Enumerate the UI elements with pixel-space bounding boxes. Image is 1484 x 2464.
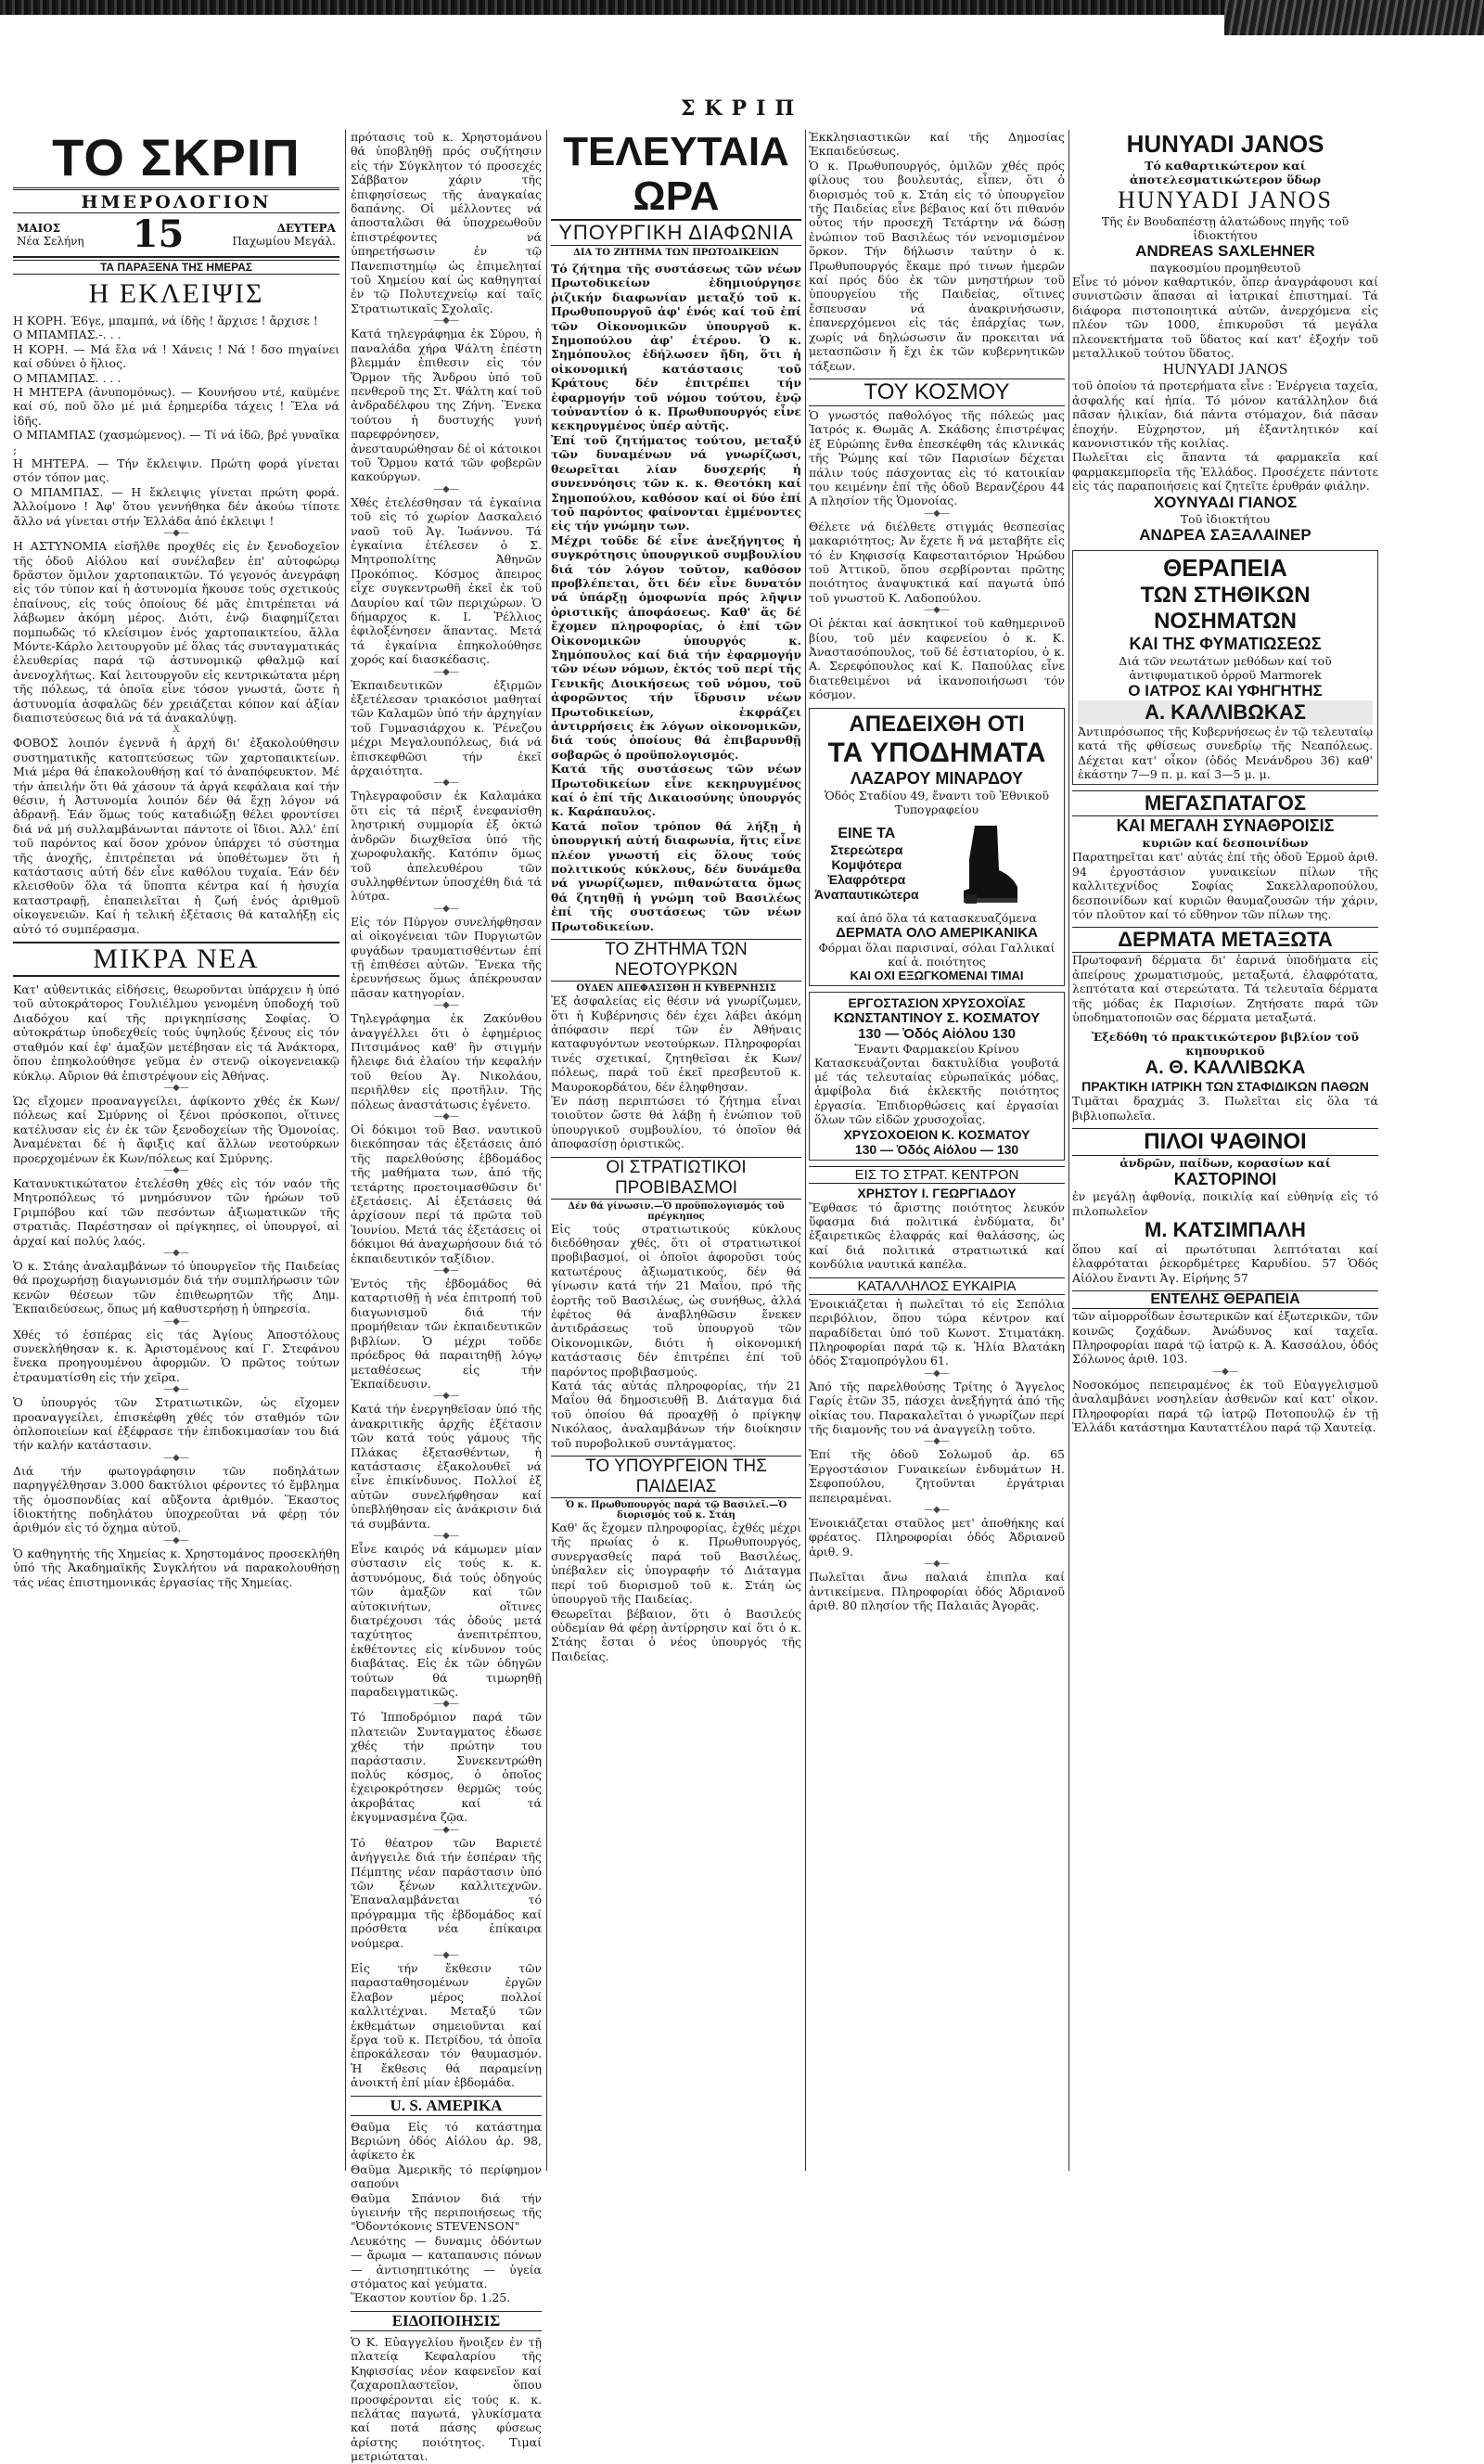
date-saint: Παχωμίου Μεγάλ. bbox=[232, 235, 336, 248]
column-rule bbox=[546, 130, 547, 2171]
news-item: Εἰς τόν Πύργον συνελήφθησαν αἱ οἰκογένειαι τῶν Πυργιωτῶν φυγάδων τραυματισθέντων ἐπί τῇ ἐπιθέσει αὐτῶν. Ἕνεκα τῆς ἐρευνήσεως ὅμως ἀπέκρουσαν πᾶσαν κατηγορίαν. bbox=[351, 914, 542, 1000]
subheadline-cabinet-dispute: ΥΠΟΥΡΓΙΚΗ ΔΙΑΦΩΝΙΑ bbox=[551, 221, 801, 246]
separator: —◆— bbox=[433, 666, 459, 677]
date-day-number: 15 bbox=[132, 212, 185, 256]
ad-jeweller-tail-address: 130 — Ὁδός Αἰόλου — 130 bbox=[854, 1141, 1019, 1157]
dialogue-line: Η ΜΗΤΕΡΑ. — Τήν ἔκλειψιν. Πρώτη φορά γίνεται στόν τόπον μας. bbox=[13, 456, 339, 485]
article-police: Η ΑΣΤΥΝΟΜΙΑ εἰσῆλθε προχθές εἰς ἐν ξενοδοχεῖον τῆς ὁδοῦ Αἰόλου καί συνέλαβεν ἐπ' αὐτοφώρῳ δρᾶστον ὅμιλον χαρτοπαικτῶν. Τό γεγονός ἀνεγράφη εἰς τόν τύπον καί ἡ ἀστυνομία ἤκουσε τούς σχετικούς ἐπαίνους, εἰς τούς ὁποίους δέ μᾶς ἐπιτρέπεται νά λάβωμεν ἀκόμη μέρος. Διότι, ἐνῷ διαφημίζεται πομπωδῶς τό κλείσιμον ἑνός χαρτοπαικτείου, ἄλλα Μόντε-Κάρλο λειτουργοῦν μέ ὅλας τάς συνταγματικάς ἐλευθερίας παρά τῷ ἀστυνομικῷ φθαλμῷ καί ἀνενοχλήτως. Καί λειτουργοῦν εἰς κεντρικώτατα μέρη τῆς πόλεως, τά ὁποῖα εἶνε τόσον γνωστά, ὥστε ἡ ἀστυνομία ἀσφαλῶς δέν χρειάζεται κόπον καί ἀξίαν διαπιστεύσεως διά νά τά ἀνακαλύψῃ. bbox=[13, 539, 339, 725]
society-item: Οἱ ῥέκται καί ἀσκητικοί τοῦ καθημερινοῦ βίου, τοῦ μέν καφενείου ὁ κ. Κ. Ἀναστασόπουλος, τοῦ δέ ἑστιατορίου, ὁ κ. Α. Σερεφόπουλος καί Κ. Παπούλας εἶνε διατεθειμένοι νά ἱκανοποιήσωσι τόν κόσμον. bbox=[809, 616, 1065, 702]
ad-therapy-title-2: ΤΩΝ ΣΤΗΘΙΚΩΝ ΝΟΣΗΜΑΤΩΝ bbox=[1140, 582, 1311, 634]
news-item: Ὁ ὑπουργός τῶν Στρατιωτικῶν, ὡς εἴχομεν προαναγγείλει, ἐπισκέφθη χθές τόν σταθμόν τῶν ὁπλοποιείων καί ἐξέφρασε τήν ἐπιδοκιμασίαν του διά τήν καλήν κατάστασιν. bbox=[13, 1395, 339, 1453]
ad-silk-text: Πρωτοφανῆ δέρματα δι' ἐαρινά ὑποδήματα εἰς ἀπείρους χρωματισμούς, μεταξωτά, ἐλαφρότατα, λεπτότατα καί στερεώτατα. Τά τελευταῖα δέρματα τῆς μόδας ἐκ Παρισίων. Ζητήσατε παρά τῶν ὑποδηματοποιῶν σας δέρματα μεταξωτά. bbox=[1072, 953, 1378, 1024]
separator: —◆— bbox=[433, 1530, 459, 1541]
ad-straw-hats-name: Μ. ΚΑΤΣΙΜΠΑΛΗ bbox=[1145, 1218, 1306, 1241]
date-weekday: ΔΕΥΤΕΡΑ bbox=[276, 222, 336, 235]
boot-icon bbox=[956, 822, 1021, 905]
ad-hunyadi-sub: Τό καθαρτικώτερον καί ἀποτελεσματικώτερον ὕδωρ bbox=[1129, 159, 1322, 186]
ad-shoes-maker: ΛΑΖΑΡΟΥ ΜΙΝΑΡΔΟΥ bbox=[850, 768, 1024, 788]
ad-title-us-america: U. S. ΑΜΕΡΙΚΑ bbox=[351, 2096, 542, 2116]
article-text: Ἐξ ἀσφαλείας εἰς θέσιν νά γνωρίζωμεν, ὅτι ἡ Κυβέρνησις δέν ἐχει λάβει ἀκόμη ἀπόφασιν περί τῶν ἐν Ἀθήναις καταφυγόντων νεοτούρκων. Πληροφορίαι τινές σχετικαί, ζητηθεῖσαι ἐκ Κων/πόλεως, παρά τοῦ ἐκεῖ πρεσβευτοῦ κ. Μαυροκορδάτου, δέν ἐληφθησαν. bbox=[551, 994, 801, 1094]
classified-item: Ἐνοικιάζεται σταῦλος μετ' ἀποθήκης καί φρέατος. Πληροφορίαι ὁδός Ἀδριανοῦ ἀριθ. 9. bbox=[809, 1515, 1065, 1559]
ad-shoes-address: Ὁδός Σταδίου 49, ἔναντι τοῦ Ἐθνικοῦ Τυπογραφείου bbox=[824, 788, 1050, 816]
article-text: Τό ζήτημα τῆς συστάσεως τῶν νέων Πρωτοδικείων ἐδημιούργησε ῥιζικήν διαφωνίαν μεταξύ τοῦ κ. Πρωθυπουργοῦ ἀφ' ἑνός καί τοῦ ἐπί τῶν Οἰκονομικῶν ὑπουργοῦ κ. Σημοπούλου ἀφ' ἑτέρου. Ὁ κ. Σημόπουλος ἐδήλωσεν ἤδη, ὅτι ἡ οἰκονομική κατάστασις τοῦ Κράτους δέν ἐπιτρέπει τήν ἐφαρμογήν τοῦ νόμου τούτου, ἐνῷ τοὐναντίον ὁ κ. Πρωθυπουργός εἶνε κεκηρυγμένος ὑπέρ αὐτῆς. bbox=[551, 262, 801, 433]
ad-opportunity-title: ΚΑΤΑΛΛΗΛΟΣ ΕΥΚΑΙΡΙΑ bbox=[809, 1277, 1065, 1295]
ad-jeweller-address: 130 — Ὁδός Αἰόλου 130 bbox=[858, 1025, 1016, 1042]
ad-therapy-sub: Διά τῶν νεωτάτων μεθόδων καί τοῦ ἀντιφυματικοῦ ὀρροῦ Marmorek bbox=[1119, 653, 1332, 682]
article-text: Καθ' ἅς ἔχομεν πληροφορίας, ἐχθές μέχρι τῆς πρωίας ὁ κ. Πρωθυπουργός, συνεργασθείς παρά τοῦ Βασιλέως, ὑπέβαλεν εἰς ὑπογραφήν τό Διάταγμα περί τοῦ διορισμοῦ τοῦ κ. Στάη ὡς ὑπουργοῦ τῆς Παιδείας. bbox=[551, 1521, 801, 1607]
separator: —◆— bbox=[163, 1247, 189, 1258]
ad-hunyadi-repr: ΧΟΥΝΥΑΔΙ ΓΙΑΝΟΣ bbox=[1153, 493, 1298, 511]
classified-item: Πωλεῖται ἄνω παλαιά ἐπιπλα καί ἀντικείμενα. Πληροφορίαι ὁδός Ἀδριανοῦ ἀριθ. 80 πλησίον τῆς Παλαιᾶς Ἀγορᾶς. bbox=[809, 1570, 1065, 1612]
news-item: Τηλεγραφοῦσιν ἐκ Καλαμάκα ὅτι εἰς τά πέριξ ἐνεφανίσθη ληστρική συμμορία ἐξ ὀκτώ ἀνδρῶν διωχθεῖσα ὑπό τῆς χωροφυλακῆς. Κατόπιν ὅμως τοῦ ἀπελευθέρου τῶν συλληφθέντων ὑποσχέθη διά τά λύτρα. bbox=[351, 789, 542, 904]
ad-therapy-doctor-name: Α. ΚΑΛΛΙΒΩΚΑΣ bbox=[1078, 700, 1373, 725]
news-item: Εἰς τήν ἔκθεσιν τῶν παρασταθησομένων ἐργῶν ἔλαβον μέρος πολλοί καλλιτέχναι. Μεταξύ τῶν ἐκθεμάτων σημειοῦνται καί ἔργα τοῦ κ. Πετρίδου, τά ὁποῖα ἐπροκάλεσαν τόν θαυμασμόν. Ἡ ἔκθεσις θά παραμείνῃ ἀνοικτή ἐπί μίαν ἑβδομάδα. bbox=[351, 1960, 542, 2090]
ad-shoes-leather: ΔΕΡΜΑΤΑ ΟΛΟ ΑΜΕΡΙΚΑΝΙΚΑ bbox=[836, 924, 1038, 941]
ad-hunyadi-owner-sub: παγκοσμίου προμηθευτοῦ bbox=[1149, 261, 1301, 275]
ad-hunyadi-title: HUNYADI JANOS bbox=[1126, 130, 1324, 158]
separator: —◆— bbox=[924, 507, 950, 519]
ad-tailor-title: ΕΙΣ ΤΟ ΣΤΡΑΤ. ΚΕΝΤΡΟΝ bbox=[809, 1166, 1065, 1184]
ad-shoes-tail: καί ἀπό ὅλα τά κατασκευαζόμενα bbox=[837, 910, 1037, 925]
news-item: Διά τήν φωτογράφησιν τῶν ποδηλάτων παρηγγέλθησαν 3.000 δακτύλιοι φέροντες τό ἔμβλημα τῆς ὁμοσπονδίας καί αὔξοντα ἀριθμόν. Ἕκαστος ἰδιοκτήτης ποδηλάτου ὑποχρεοῦται νά φέρῃ τόν ἀριθμόν εἰς τό ὄχημα αὐτοῦ. bbox=[13, 1463, 339, 1535]
column-5 bbox=[1072, 130, 1378, 2171]
news-item: Κατανυκτικώτατον ἐτελέσθη χθές εἰς τόν ναόν τῆς Μητροπόλεως τό μνημόσυνον τῶν ἡρώων τοῦ Γριμπόβου καί τῶν πεσόντων ἀξιωματικῶν τῆς στρατιᾶς. Παρέστησαν οἱ πρίγκηπες, οἱ ὑπουργοί, αἱ ἀρχαί καί πολύς λαός. bbox=[13, 1175, 339, 1248]
article-text: Κατά τάς αὐτάς πληροφορίας, τήν 21 Μαΐου θά δημοσιευθῇ Β. Διάταγμα διά τοῦ ὁποίου θά προαχθῇ ὁ πρίγκηψ Νικόλαος, ἀναλαμβάνων τήν διοίκησιν τοῦ πυροβολικοῦ συντάγματος. bbox=[551, 1379, 801, 1450]
dialogue-line: Ο ΜΠΑΜΠΑΣ.-. . . bbox=[13, 327, 122, 342]
masthead-rule bbox=[13, 187, 339, 190]
section-label: ΤΑ ΠΑΡΑΞΕΝΑ ΤΗΣ ΗΜΕΡΑΣ bbox=[13, 260, 339, 275]
ad-jeweller-address-sub: Ἔναντι Φαρμακείου Κρίνου bbox=[854, 1041, 1019, 1056]
ad-tailor-text: Ἔφθασε τό ἄριστης ποιότητος λευκόν ὕφασμα διά πολιτικά ἐνδύματα, δι' ἐξαιρετικῶς ἐλαφράς καί θαλάσσης, ὡς καί διά πολιτικά στρατιωτικά καί κονδύλια ναυτικά καπέλα. bbox=[809, 1200, 1065, 1272]
ad-line: Λευκότης — δυναμις ὀδόντων — ἄρωμα — καταπαυσις πόνων — ἀντισηπτικότης — ὑγεία στόματος καί γεύματα. bbox=[351, 2233, 542, 2291]
separator: —◆— bbox=[1212, 1366, 1238, 1377]
classified-item: Ἀπό τῆς παρελθούσης Τρίτης ὁ Ἄγγελος Γαρίς ἐτῶν 35, πάσχει ἀνεξήγητά ἀπό τῆς οἰκίας του. Παρακαλεῖται ὁ γνωρίζων περί τῆς διαμονῆς του νά ἀναγγείλῃ τοῦτο. bbox=[809, 1379, 1065, 1436]
ad-jeweller-name: ΚΩΝΣΤΑΝΤΙΝΟΥ Σ. ΚΟΣΜΑΤΟΥ bbox=[833, 1009, 1041, 1026]
article-text: Ἐκκλησιαστικῶν καί τῆς Δημοσίας Ἐκπαιδεύσεως. bbox=[809, 130, 1065, 159]
masthead-title: ΤΟ ΣΚΡΙΠ bbox=[52, 128, 301, 186]
separator: —◆— bbox=[163, 1452, 189, 1463]
society-item: Θέλετε νά διέλθετε στιγμάς θεσπεσίας μακαριότητος; Ἀν ἔχετε ἤ νά μεταβῆτε εἰς τό ἐν Κηφισσίᾳ Καφεσταιτόριον Ἡρώδου τοῦ Ἀττικοῦ, ὅπου σερβίρονται πρῶτης ποιότητος ἀναψυκτικά καί παγωτά ὑπό τοῦ γνωστοῦ Κ. Λαδοπούλου. bbox=[809, 519, 1065, 605]
article-text: Εἰς τούς στρατιωτικούς κύκλους διεδόθησαν χθές, ὅτι οἱ στρατιωτικοί προβιβασμοί, οἱ ὁποῖοι ἀφοροῦσι τούς κατωτέρους ἀξιωματικούς, δέν θά γίνωσιν κατά τήν 21 Μαΐου, πρό τῆς ἑορτῆς τοῦ Βασιλέως, ὡς συνήθως, ἀλλά ἐφέτος θά ἀναβληθῶσιν ἕνεκεν ἀντιδράσεως τοῦ ὑπουργοῦ τῶν Οἰκονομικῶν, διότι ἡ οἰκονομική κατάστασις δέν ἐπιτρέπει ἐπί τοῦ παρόντος προβιβασμούς. bbox=[551, 1221, 801, 1379]
separator: —◆— bbox=[924, 1559, 950, 1570]
deck-young-turks: ΟΥΔΕΝ ΑΠΕΦΑΣΙΣΘΗ Η ΚΥΒΕΡΝΗΣΙΣ bbox=[576, 983, 776, 995]
ad-shoes-title: ΑΠΕΔΕΙΧΘΗ ΟΤΙ bbox=[849, 711, 1025, 737]
news-item: Ὡς εἴχομεν προαναγγείλει, ἀφίκοντο χθές ἐκ Κων/πόλεως καί Σμύρνης οἱ ξένοι πρόσκοποι, οἵτινες κατέλυσαν εἰς ἐν ἐκ τῶν ξενοδοχείων τῆς Ὁμονοίας. Ἀναμένεται δέ ἡ ἄφιξις καί ἄλλων νεοτούρκων προερχομένων ἐκ Κων/πόλεως καί Σμύρνης. bbox=[13, 1093, 339, 1165]
news-item: Τό θέατρον τῶν Βαριετέ ἀνήγγειλε διά τήν ἑσπέραν τῆς Πέμπτης νέαν παράστασιν ὑπό τῶν ξένων καλλιτεχνῶν. Ἐπαναλαμβάνεται τό πρόγραμμα τῆς ἑβδομάδος καί πρόσθετα νέα ἐπίκαιρα νούμερα. bbox=[351, 1835, 542, 1950]
separator: —◆— bbox=[924, 605, 950, 616]
headline-promotions: ΟΙ ΣΤΡΑΤΙΩΤΙΚΟΙ ΠΡΟΒΙΒΑΣΜΟΙ bbox=[551, 1157, 801, 1200]
article-text: Θεωρεῖται βέβαιον, ὅτι ὁ Βασιλεύς οὐδεμίαν θά φέρῃ ἀντίρρησιν καί ὅτι ὁ κ. Στάης ἔσται ὁ νέος ὑπουργός τῆς Παιδείας. bbox=[551, 1606, 801, 1663]
news-item: Ὁ καθηγητής τῆς Χημείας κ. Χρηστομάνος προσεκλήθη ὑπό τῆς Ἀκαδημαϊκῆς Συγκλήτου νά παρακολουθήσῃ τάς νέας ἐπιστημονικάς ἐργασίας τῆς Χημείας. bbox=[13, 1546, 339, 1589]
ad-shoes-leather-sub: Φόρμαι ὅλαι παρισιναί, σόλαι Γαλλικαί καί ἀ. ποιότητος bbox=[818, 940, 1055, 969]
ad-shoes-prices: ΚΑΙ ΟΧΙ ΕΞΩΓΚΟΜΕΝΑΙ ΤΙΜΑΙ bbox=[850, 968, 1024, 982]
deck-promotions: Δέν θά γίνωσιν.—Ὁ προϋπολογισμός τοῦ πρέγκηπος bbox=[568, 1200, 785, 1222]
dialogue-line: Ο ΜΠΑΜΠΑΣ. . . . bbox=[13, 370, 122, 385]
article-text: Κατά τῆς συστάσεως τῶν νέων Πρωτοδικείων εἶνε κεκηρυγμένος καί ὁ ἐπί τῆς Δικαιοσύνης ὑπουργός κ. Καράπαυλος. bbox=[551, 762, 801, 819]
separator: —◆— bbox=[433, 1699, 459, 1710]
column-rule bbox=[1068, 130, 1069, 2171]
dialogue-line: Η ΚΟΡΗ. Έ6γε, μπαμπά, νά ίδῆς ! ἄρχισε ! ἄρχισε ! bbox=[13, 314, 318, 327]
news-item: πρότασις τοῦ κ. Χρηστομάνου θά ὑποβληθῇ πρός συζήτησιν εἰς τήν Σύγκλητον τό προσεχές Σάββατον χάριν τῆς ἐπιφησίσεως τῆς ἀναγκαίας δαπάνης. Οἱ μέλλοντες νά ἀποσταλῶσι θά ὑποχρεωθοῦν ἐπιστρέφοντες νά ὑπηρετήσωσιν ἐν τῷ Πανεπιστημίῳ ὡς ἐπιμεληταί τοῦ Χημείου καί ὡς καθηγηταί ἐν τῷ Πολυτεχνείῳ καί ταῖς Στρατιωτικαῖς Σχολαῖς. bbox=[351, 130, 542, 315]
headline-young-turks: ΤΟ ΖΗΤΗΜΑ ΤΩΝ ΝΕΟΤΟΥΡΚΩΝ bbox=[551, 939, 801, 982]
dialogue-line: Η ΜΗΤΕΡΑ (ἀνυπομόνως). — Κουνήσου ντέ, καϋμένε καί σύ, ποῦ ὅλο μέ μιά ἐρημερίδα τάχεις ! Ἔλα νά ἰδῆς. bbox=[13, 385, 339, 428]
date-box bbox=[13, 212, 339, 258]
ad-book-author: Α. Θ. ΚΑΛΛΙΒΩΚΑ bbox=[1145, 1058, 1306, 1079]
ad-hats-title-2: ΚΑΙ ΜΕΓΑΛΗ ΣΥΝΑΘΡΟΙΣΙΣ bbox=[1116, 816, 1335, 836]
news-item: Ὁ κ. Στάης ἀναλαμβάνων τό ὑπουργεῖον τῆς Παιδείας θά προχωρήσῃ διαγωνισμόν διά τήν συμπλήρωσιν τῶν κενῶν θέσεων τῶν ἐπιθεωρητῶν τῆς Δημ. Ἐκπαιδεύσεως, ὅπως μή καθυστερήσῃ ἡ ὑπηρεσία. bbox=[13, 1258, 339, 1316]
article-title-eclipse: Η ΕΚΛΕΙΨΙΣ bbox=[88, 278, 264, 309]
column-2 bbox=[351, 130, 542, 2464]
running-title: ΣΚΡΙΠ bbox=[680, 96, 804, 121]
separator: —◆— bbox=[924, 1504, 950, 1515]
separator: —◆— bbox=[924, 1367, 950, 1379]
quality-item: Ἀναπαυτικώτερα bbox=[814, 886, 919, 902]
news-item: Χθές τό ἑσπέρας εἰς τάς Ἀγίους Ἀποστόλους συνεκλήθησαν κ. κ. Ἀριστομένους καί Γ. Στεφάνου ἕνεκα προηγουμένου ἀφορμῶν. Ὁ πρῶτος τούτων ἐτραυματίσθη εἰς τήν χεῖρα. bbox=[13, 1327, 339, 1384]
scan-corner-shadow bbox=[1224, 0, 1484, 35]
ad-hats-text: Παρατηρεῖται κατ' αὐτάς ἐπί τῆς ὁδοῦ Ἑρμοῦ ἀριθ. 94 ἐργοστάσιον γυναικείων πίλων τῆς καλλιτεχνίδος Σοφίας Σακελλαροπούλου, δεσποινίδων καί κυριῶν θαυμαζουσῶν τήν χάριν, τόν πλοῦτον καί τό εὔθηνον τῶν πίλων της. bbox=[1072, 850, 1378, 921]
ad-straw-hats-text: ἐν μεγάλῃ ἀφθονίᾳ, ποικιλίᾳ καί εὐθηνίᾳ εἰς τό πιλοπωλεῖον bbox=[1072, 1189, 1378, 1218]
ad-therapy-title: ΘΕΡΑΠΕΙΑ bbox=[1163, 553, 1287, 582]
ad-therapy-title-3: ΚΑΙ ΤΗΣ ΦΥΜΑΤΙΩΣΕΩΣ bbox=[1129, 634, 1322, 653]
ad-book-name: ΠΡΑΚΤΙΚΗ ΙΑΤΡΙΚΗ ΤΩΝ ΣΤΑΦΙΔΙΚΩΝ ΠΑΘΩΝ bbox=[1081, 1079, 1369, 1095]
separator: —◆— bbox=[924, 1436, 950, 1447]
article-text: Ὁ κ. Πρωθυπουργός, ὁμιλῶν χθές πρός φίλους του βουλευτάς, εἶπεν, ὅτι ὁ διορισμός τοῦ κ. Στάη εἰς τό ὑπουργεῖον τῆς Παιδείας εἶνε βέβαιος καί ὅτι πιθανόν οὗτος τήν προσεχῆ Τετάρτην νά δώσῃ ἐνώπιον τοῦ Βασιλέως τόν νενομισμένον ὅρκον. Τήν δήλωσιν ταύτην ὁ κ. Πρωθυπουργός ἔκαμε πρό τινων ἡμερῶν καί πρός δύο ἐκ τῶν μνηστήρων τοῦ ὑπουργείου τῆς Παιδείας, οἵτινες ἔσπευσαν νά ἀνακρινήσωσιν, ἐπανερχόμενοι εἰς τάς ἐπάρχίας των, χωρίς νά δηλώσωσιν ἄν προκειται νά μετασπῶσιν ἤ ἔχι ἐκ τῶν κυβερνητικῶν τάξεων. bbox=[809, 158, 1065, 373]
separator: —◆— bbox=[433, 483, 459, 494]
column-rule bbox=[345, 130, 346, 2171]
article-text: Ἐν πάσῃ περιπτώσει τό ζήτημα εἶναι τοιοῦτον ὥστε θά λάβῃ ἡ ἐνώπιον τοῦ ὑπουργικοῦ συμβουλίου, τό ὁποῖον θά ἀποφασίσῃ ὁριστικῶς. bbox=[551, 1093, 801, 1151]
separator: —◆— bbox=[433, 1000, 459, 1011]
ad-hunyadi-sub-2: Τῆς ἐν Βουδαπέστῃ ἁλατώδους πηγῆς τοῦ ἰδιοκτήτου bbox=[1101, 214, 1350, 242]
ad-straw-hats-title: ΠΙΛΟΙ ΨΑΘΙΝΟΙ bbox=[1072, 1128, 1378, 1156]
ad-shoes-eine: ΕΙΝΕ ΤΑ bbox=[838, 825, 896, 841]
ad-hunyadi-repr-sub: Τοῦ ἰδιοκτήτου bbox=[1180, 511, 1271, 526]
ad-jeweller-text: Κατασκευάζονται δακτυλίδια γουβοτά μέ τάς τελευταίας εὐρωπαϊκάς μόδας, ἁμφίβολα διά ἐκλεκτῆς ποιότητος ἐργασία. Ἐπιδιορθώσεις καί ἐργασίαι ὅλων τῶν εἰδῶν χρυσοχοΐας. bbox=[814, 1055, 1059, 1127]
quality-item: Στερεώτερα bbox=[830, 841, 903, 857]
news-item: Κατά τήν ἐνεργηθεῖσαν ὑπό τῆς ἀνακριτικῆς ἀρχῆς ἐξέτασιν τῶν κατά τούς γάμους τῆς Πλάκας ἐξετασθέντων, ἡ κατάστασις ἐξακολουθεῖ νά εἶνε ἐπικίνδυνος. Πολλοί ἐξ αὐτῶν συνελήφθησαν καί ὑπεβλήθησαν εἰς ἀνάκρισιν διά τά συμβάντα. bbox=[351, 1402, 542, 1531]
ad-hats-title: ΜΕΓΑΣΠΑΤΑΓΟΣ bbox=[1072, 790, 1378, 816]
article-fobos: ΦΟΒΟΣ λοιπόν ἐγεννᾶ ἡ ἀρχή δι' ἐξακολούθησιν συστηματικῆς κατοπτεύσεως τῶν χαρτοπαικτείων. Μιά μέρα θά ἐπακολουθήσῃ καί τό ἀναπόφευκτον. Μέ τήν ἀπειλήν ὅτι θά χάσουν τά ἀργά κεφάλαια καί τήν θέσιν, ἡ Ἀστυνομία λοιπόν δέν θά ἔχῃ λόγον νά ἀδρανῇ. Ἐάν ὅμως τούς καταδιώξῃ θέλει φροντίσει διά νά μή συλλαμβάνωνται πάντοτε οἱ ἴδιοι. Ἀλλ' ἐπί τοῦ παρόντος καί ὅσον χρόνον ὑπάρχει τό σύστημα τῆς ἀνοχῆς, ἐπιτρέπεται νά ὑποθέτωμεν ὅτι ἡ κατάστασις αὐτή δέν εἶνε καθόλου τυχαία. Ἐάν δέν κλεισθοῦν ὅλα τά ὕποπτα κέντρα καί ἡ ἡσυχία καταστραφῇ, ἐπαπειλεῖται ἡ ζωή ἑνός ἀριθμοῦ οἰκογενειῶν. Καί ἡ τελική ἐξέτασις θά καταλήξῃ εἰς αὐτό τό συμπέρασμα. bbox=[13, 736, 339, 936]
ad-hunyadi-text-2: τοῦ ὁποίου τά προτερήματα εἶνε : Ἐνέργεια ταχεῖα, ἀσφαλής καί ἠπία. Τό μόνον κατάλληλον διά πᾶσαν ἡλικίαν, διά πάντα στόμαχον, διά πᾶσαν ἐποχήν. Εὐχρηστον, μή ἐξαντλητικόν καί κανονιστικόν τῆς κοιλίας. bbox=[1072, 379, 1378, 451]
separator: —◆— bbox=[433, 1391, 459, 1402]
news-item: Ἐντός τῆς ἑβδομάδος θά καταρτισθῇ ἡ νέα ἐπιτροπή τοῦ διαγωνισμοῦ διά τήν προμήθειαν τῶν ἐκπαιδευτικῶν βιβλίων. Ὁ μέχρι τοῦδε πρόεδρος θά παραιτηθῇ λόγῳ μεταθέσεως εἰς τήν Ἐκπαίδευσιν. bbox=[351, 1277, 542, 1391]
ad-hunyadi-text-3: Πωλεῖται εἰς ἅπαντα τά φαρμακεῖα καί φαρμακεμπορεῖα τῆς Ἑλλάδος. Προσέχετε πάντοτε εἰς τάς παραποιήσεις καί ζητεῖτε ἐρυθράν φιάλην. bbox=[1072, 450, 1378, 494]
ad-tailor-name: ΧΡΗΣΤΟΥ Ι. ΓΕΩΡΓΙΑΔΟΥ bbox=[857, 1185, 1017, 1200]
classified-item: Ἐπί τῆς ὁδοῦ Σολωμοῦ ἀρ. 65 Ἐργοστάσιον Γυναικείων ἐνδυμάτων Η. Σεφοπούλου, ζητοῦνται ἐργάτριαι πεπειραμέναι. bbox=[809, 1447, 1065, 1505]
column-rule bbox=[805, 130, 806, 2171]
notice-title: ΕΙΔΟΠΟΙΗΣΙΣ bbox=[351, 2311, 542, 2331]
dialogue-line: Ο ΜΠΑΜΠΑΣ (χασμώμενος). — Τί νά ἰδῶ, βρέ γυναῖκα ; bbox=[13, 428, 339, 456]
ad-jeweller-title: ΕΡΓΟΣΤΑΣΙΟΝ ΧΡΥΣΟΧΟΪΑΣ bbox=[848, 995, 1026, 1010]
article-text: Ἐπί τοῦ ζητήματος τούτου, μεταξύ τῶν δυναμένων νά γνωρίζωσι, θεωρεῖται λίαν δυσχερής ἡ συνεννόησις τῶν κ. κ. Θεοτόκη καί Σημοπούλου, καθόσον καί οἱ δύο ἐπί τοῦ παρόντος φαίνονται ἐμμένοντες εἰς τήν γνώμην των. bbox=[551, 432, 801, 533]
separator: —◆— bbox=[433, 777, 459, 789]
ad-book-title: Ἐξεδόθη τό πρακτικώτερον βιβλίον τοῦ κηπουρικοῦ bbox=[1091, 1030, 1360, 1059]
deck-education-ministry: Ὁ κ. Πρωθυπουργός παρά τῷ Βασιλεῖ.—Ὁ διορισμός τοῦ κ. Στάη bbox=[565, 1500, 787, 1521]
date-month: ΜΑΙΟΣ bbox=[17, 222, 61, 235]
separator: —◆— bbox=[433, 1111, 459, 1122]
separator: —◆— bbox=[163, 1164, 189, 1175]
separator: —◆— bbox=[163, 528, 189, 539]
separator: —◆— bbox=[163, 1384, 189, 1395]
news-item: Ἐκπαιδευτικῶν ἐξιρμῶν ἐξετέλεσαν τριακόσιοι μαθηταί τῶν Καλαμῶν ὑπό τήν ἀρχηγίαν τοῦ Γυμνασιάρχου κ. Ῥένεζου μέχρι Μεγαλουπόλεως, διά νά ἐπισκεφθῶσι τήν ἐκεῖ ἀρχαιότητα. bbox=[351, 677, 542, 778]
column-4 bbox=[809, 130, 1065, 2171]
ad-hunyadi-title-2: HUNYADI JANOS bbox=[1118, 186, 1333, 213]
ad-therapy-text: Ἀντιπρόσωπος τῆς Κυβερνήσεως ἐν τῷ τελευταίῳ κατά τῆς φθίσεως συνεδρίῳ τῆς Νεαπόλεως. Δέχεται κατ' οἶκον (ὁδός Μενάνδρου 36) καθ' ἑκάστην 7—9 π. μ. καί 3—5 μ. μ. bbox=[1078, 724, 1373, 781]
date-left bbox=[17, 222, 84, 248]
separator-mark: X bbox=[173, 725, 180, 736]
separator: —◆— bbox=[433, 903, 459, 914]
column-1 bbox=[13, 130, 339, 2171]
classified-item: Ἐνοικιάζεται ἡ πωλεῖται τό εἰς Σεπόλια περιβόλιον, ὅπου τώρα κέντρον καί παραδίδεται ὑπό τοῦ Κωνστ. Στιματάκη. Πληροφορίαι παρά τῷ κ. Ἠλία Βλατάκη ὁδός Σταμοπρόγλου 61. bbox=[809, 1296, 1065, 1368]
section-title-mikra-nea: ΜΙΚΡΑ ΝΕΑ bbox=[13, 942, 339, 977]
ad-line: Θαῦμα Ἀμερικῆς τό περίφημον σαπούνι bbox=[351, 2162, 542, 2191]
news-item: Κατ' αὐθεντικάς εἰδήσεις, θεωροῦνται ὑπάρχειν ἡ ὑπό τοῦ αὐτοκράτορος Γουλιέλμου γενομένη ὑποδοχή τοῦ Διαδόχου καί τῆς πριγκηπίσσης Σοφίας. Ὁ αὐτοκράτωρ ὑποδεχθείς τούς ὑψηλούς ξένους εἰς τόν σταθμόν καί ἐφ' ἁμαξῶν μετέβησαν εἰς τά Ἀνάκτορα, ὅπου ἐπηκολούθησε γεῦμα ἐν στενῷ οἰκογενειακῷ κύκλῳ. Αὔριον θά ἐπιστρέψουν εἰς Ἀθήνας. bbox=[13, 982, 339, 1083]
dialogue-line: Η ΚΟΡΗ. — Μά ἔλα νά ! Χάνεις ! Νά ! δσο πηγαίνει καί σδύνει ὁ ἥλιος. bbox=[13, 341, 339, 371]
ad-therapy-doctor: Ο ΙΑΤΡΟΣ ΚΑΙ ΥΦΗΓΗΤΗΣ bbox=[1128, 681, 1323, 699]
ad-straw-hats-sub-2: ΚΑΣΤΟΡΙΝΟΙ bbox=[1173, 1170, 1277, 1189]
news-item: Χθές ἐτελέσθησαν τά ἐγκαίνια τοῦ εἰς τό χωρίον Δασκαλειό ναοῦ τοῦ Ἁγ. Ἰωάννου. Τά ἐγκαίνια ἐτέλεσεν ὁ Σ. Μητροπολίτης Ἀθηνῶν Προκόπιος. Κόσμος ἄπειρος εἶχε συγκεντρωθῆ ἐκεῖ ἐκ τοῦ Δαυρίου καί τῶν περιχώρων. Ὁ δήμαρχος κ. Ι. Ῥέλλιος ἐφιλοξένησεν ἅπαντας. Μετά τά ἐγκαίνια ἐπηκολούθησε χορός καί διασκέδασις. bbox=[351, 494, 542, 667]
news-item: Εἶνε καιρός νά κάμωμεν μίαν σύστασιν εἰς τούς κ. κ. ἀστυνόμους, διά τούς ὁδηγούς τῶν ἁμαξῶν καί τῶν αὐτοκινήτων, οἵτινες διατρέχουσι τάς ὁδούς μετά ταχύτητος ἀνεπιτρέπτου, ἐκθέτοντες εἰς κίνδυνον τούς διαβάτας. Εἰς ἐκ τῶν ὁδηγῶν τούτων θά τιμωρηθῇ παραδειγματικῶς. bbox=[351, 1541, 542, 1700]
notice-text: Ὁ Κ. Εὐαγγελίου ἤνοιξεν ἐν τῇ πλατείᾳ Κεφαλαρίου τῆς Κηφισσίας νέον καφενεῖον καί ζαχαροπλαστεῖον, ὅπου προσφέρονται εἰς τούς κ. κ. πελάτας παγωτά, γλυκίσματα καί ποτά πάσης φύσεως ἀρίστης ποιότητος. Τιμαί μετριώταται. bbox=[351, 2334, 542, 2464]
ad-hunyadi-text: Εἶνε τό μόνον καθαρτικόν, ὅπερ ἀναγράφουσι καί συνιστῶσιν ἅπασαι αἱ ἰατρικαί ἐπιστημαί. Τά διάφορα πιστοποιητικά αὐτῶν, ἀνερχόμενα εἰς πλέον τῶν 1000, ἐπικυροῦσι τά μεγάλα πλεονεκτήματα τοῦ ὕδατος καί κατ' ἐξοχήν τοῦ μεταλλικοῦ τούτου ὕδατος. bbox=[1072, 275, 1378, 361]
ad-therapy bbox=[1072, 550, 1378, 786]
ad-hunyadi-owner: ANDREAS SAXLEHNER bbox=[1135, 242, 1315, 260]
ad-line: Θαῦμα Σπάνιον διά τήν ὑγιεινήν τῆς περιποιήσεως τῆς "Ὀδοντόκονις STEVENSON" bbox=[351, 2190, 542, 2234]
masthead-subtitle: ΗΜΕΡΟΛΟΓΙΟΝ bbox=[81, 192, 272, 212]
ad-book-text: Τιμᾶται δραχμάς 3. Πωλεῖται εἰς ὅλα τά βιβλιοπωλεῖα. bbox=[1072, 1094, 1378, 1123]
ad-jeweller bbox=[809, 992, 1065, 1161]
newspaper-page bbox=[13, 128, 1471, 2464]
ad-line: Θαῦμα Εἰς τό κατάστημα Βεριώνη ὁδός Αἰόλου ἀρ. 98, ἀφίκετο ἐκ bbox=[351, 2119, 542, 2162]
society-item: Ὁ γνωστός παθολόγος τῆς πόλεώς μας Ἰατρός κ. Θωμᾶς Α. Σκάδσης ἐπιστρέψας ἐξ Εὐρώπης ἔνθα ἐπεσκέφθη τάς κλινικάς τῆς Ῥώμης καί τῶν Παρισίων δέχεται πάλιν τούς πάσχοντας εἰς τό κατοικίαν του κειμένην ἐπί τῆς ὁδοῦ Βερανζέρου 44 Α πλησίον τῆς Ὁμονοίας. bbox=[809, 407, 1065, 508]
headline-last-hour: ΤΕΛΕΥΤΑΙΑ ΩΡΑ bbox=[551, 130, 801, 221]
section-title-society: ΤΟΥ ΚΟΣΜΟΥ bbox=[809, 379, 1065, 406]
ad-hats-sub: κυριῶν καί δεσποινίδων bbox=[1142, 836, 1309, 851]
ad-straw-hats-text-2: ὅπου καί αἱ πρωτότυπαι λεπτόταται καί ἐλαφρόταται ῥεκορδμέτρες Καρυδίου. 57 Ὁδός Αἰόλου ἔναντι Ἁγ. Εἰρήνης 57 bbox=[1072, 1242, 1378, 1285]
ad-line: Ἕκαστον κουτίον δρ. 1.25. bbox=[351, 2291, 511, 2305]
quality-item: Κομψότερα bbox=[831, 856, 902, 872]
deck-courts: ΔΙΑ ΤΟ ΖΗΤΗΜΑ ΤΩΝ ΠΡΩΤΟΔΙΚΕΙΩΝ bbox=[573, 248, 779, 258]
separator: —◆— bbox=[163, 1082, 189, 1093]
dialogue-line: Ο ΜΠΑΜΠΑΣ. — Η ἔκλειψις γίνεται πρώτη φορά. Ἀλλοίμονο ! Ἀφ' ὅτου γεννήθηκα δέν ἀκούω τίποτε ἄλλο νά γίνεται στήν Ἑλλάδα ἀπό ἐκλειψι ! bbox=[13, 484, 339, 528]
article-text: Κατά ποῖον τρόπον θά λήξῃ ἡ ὑπουργική αὐτή διαφωνία, ἥτις εἶνε πλέον γνωστή εἰς ὅλους τούς πολιτικούς κύκλους, δέν δυνάμεθα νά γνωρίζωμεν, πιθανώτατα ὅμως θά ζητηθῇ ἡ γνώμη τοῦ Βασιλέως ἐπί τῆς συστάσεως τῶν νέων Πρωτοδικείων. bbox=[551, 818, 801, 933]
news-item: Κατά τηλεγράφημα ἐκ Σύρου, ἡ παναλάδα χήρα Ψάλτη ἐπέστη βλεμμάν ἐπιθεσιν εἰς τόν Ὅρμον τῆς Ἄνδρου ὑπό τοῦ πενθεροῦ της Στ. Ψάλτη καί τοῦ ἀνδραδέλφου της Ζήνη. Ἕνεκα τούτου ἡ δυστυχής γυνή παρεφρόνησεν, ἀνεσταυρώθησαν δέ οἱ κάτοικοι τοῦ Ὅρμου κατά τῶν φοβερῶν κακούργων. bbox=[351, 327, 542, 484]
column-3 bbox=[551, 130, 801, 2171]
ad-shoes-title-2: ΤΑ ΥΠΟΔΗΜΑΤΑ bbox=[827, 737, 1046, 768]
news-item: Οἱ δόκιμοι τοῦ Βασ. ναυτικοῦ διεκόπησαν τάς ἐξετάσεις ἀπό τῆς παρελθούσης ἑβδομάδος τῆς μαθήματα των, ἀπό τῆς τετάρτης προετοιμασθῶσιν δι' ἐξετάσεις. Αἱ ἐξετάσεις θά ἀρχίσουν περί τά πρῶτα τοῦ Ἰουνίου. Μετά τάς ἐξετάσεις οἱ δόκιμοι θά ἀναχωρήσουν διά τό ἐκπαιδευτικόν ταξίδιον. bbox=[351, 1123, 542, 1265]
ad-full-therapy-text: τῶν αἱμορροΐδων ἐσωτερικῶν καί ἐξωτερικῶν, τῶν κοινῶς ζοχάδων. Ἀνώδυνος καί ταχεῖα. Πληροφορίαι παρά τῷ ἰατρῷ κ. Ἀ. Κασσάλου, ὁδός Σόλωνος ἀριθ. 103. bbox=[1072, 1309, 1378, 1367]
article-text: Μέχρι τοῦδε δέ εἶνε ἀνεξήγητος ἡ συγκρότησις ὑπουργικοῦ συμβουλίου διά τόν λόγον τοῦτον, καθόσον προβλέπεται, ὅτι δέν εἶνε δυνατόν νά ὑπάρξῃ ὁμοφωνία πρός λῆψιν ὁριστικῆς ἀποφάσεως. Καθ' ἅς δέ ἔχομεν πληροφορίας, ὁ ἐπί τῶν Οἰκονομικῶν ὑπουργός κ. Σημόπουλος καί διά τήν ἐφαρμογήν τῶν νέων νόμων, ἐκτός τοῦ περί τῆς Γενικῆς Διοικήσεως τοῦ νόμου, τοῦ ἀφορῶντος τήν ἵδρυσιν νέων Πρωτοδικείων, ἐκφράζει ἀντιρρήσεις ἐκ λόγων οἰκονομικῶν, διά τούς ὁποίους θά ἐπιβαρυνθῇ σοβαρῶς ὁ προϋπολογισμός. bbox=[551, 533, 801, 762]
separator: —◆— bbox=[433, 315, 459, 327]
ad-shoes-qualities bbox=[814, 826, 919, 902]
ad-jeweller-tail: ΧΡΥΣΟΧΟΕΙΟΝ Κ. ΚΟΣΜΑΤΟΥ bbox=[843, 1126, 1030, 1142]
separator: —◆— bbox=[433, 1265, 459, 1277]
date-moon: Νέα Σελήνη bbox=[17, 235, 84, 248]
separator: —◆— bbox=[433, 1949, 459, 1960]
headline-education-ministry: ΤΟ ΥΠΟΥΡΓΕΙΟΝ ΤΗΣ ΠΑΙΔΕΙΑΣ bbox=[551, 1456, 801, 1498]
ad-hunyadi-repr-2: ΑΝΔΡΕΑ ΣΑΞΑΛΑΙΝΕΡ bbox=[1139, 525, 1311, 544]
ad-hunyadi-title-3: HUNYADI JANOS bbox=[1162, 360, 1288, 379]
separator: —◆— bbox=[433, 1824, 459, 1835]
date-right bbox=[232, 222, 336, 248]
quality-item: Ἐλαφρότερα bbox=[827, 871, 906, 887]
ad-straw-hats-sub: ἀνδρῶν, παίδων, κορασίων καί bbox=[1119, 1156, 1331, 1171]
news-item: Τό Ἱπποδρόμιον παρά τῶν πλατειῶν Συνταγματος ἐδωσε χθές τήν πρώτην του παράστασιν. Συνεκεντρώθη πολύς κόσμος, ὁ ὁποῖος ἐχειροκρότησεν θερμῶς τούς ἀκροβάτας καί τά ἐκγυμνασμένα ζῷα. bbox=[351, 1710, 542, 1825]
ad-shoes bbox=[809, 708, 1065, 986]
ad-full-therapy-title: ΕΝΤΕΛΗΣ ΘΕΡΑΠΕΙΑ bbox=[1072, 1290, 1378, 1309]
separator: —◆— bbox=[163, 1315, 189, 1327]
ad-nurse-text: Νοσοκόμος πεπειραμένος ἐκ τοῦ Εὐαγγελισμοῦ ἀναλαμβάνει νοσηλείαν ἀσθενῶν καί κατ' οἶκον. Πληροφορίαι παρά τῷ ἰατρῷ Ποτοπουλῷ ἐν τῇ Ἑλλάδι κατάστημα Καυταττέλου παρά τῷ Χαυτείᾳ. bbox=[1072, 1377, 1378, 1435]
ad-silk-title: ΔΕΡΜΑΤΑ ΜΕΤΑΞΩΤΑ bbox=[1072, 927, 1378, 953]
ad-shoes-body bbox=[814, 816, 1059, 911]
separator: —◆— bbox=[163, 1534, 189, 1546]
news-item: Τηλεγράφημα ἐκ Ζακύνθου ἀναγγέλλει ὅτι ὁ ἐφημέριος Πιτσιμάνος καθ' ἣν στιγμήν ἤλειφε διά ἐλαίου τήν κεφαλήν τοῦ θείου Ἁγ. Νικολάου, περιῆλθεν εἰς προτῆλιν. Τῆς πόλεως ἀναστάτωσις ἐγένετο. bbox=[351, 1011, 542, 1111]
